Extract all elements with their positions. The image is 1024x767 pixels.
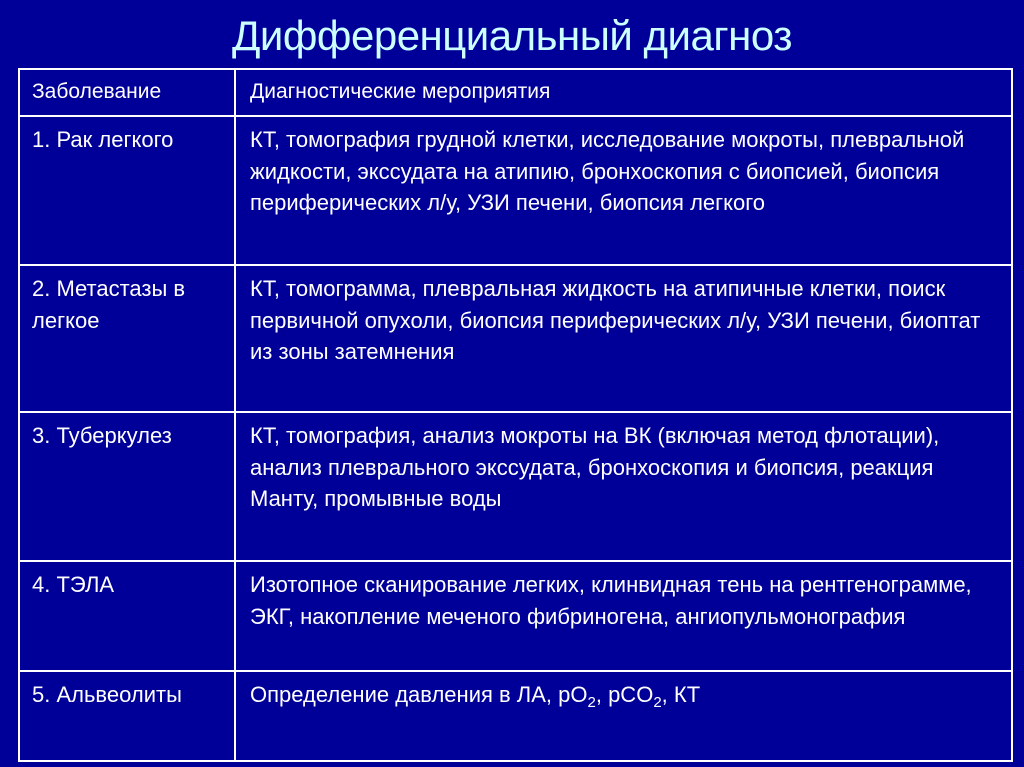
header-methods: Диагностические мероприятия bbox=[250, 80, 551, 103]
methods-cell bbox=[236, 672, 1011, 760]
methods-cell: КТ, томография грудной клетки, исследование мокроты, плевральной жидкости, экссудата на атипию, бронхоскопия с биопсией, биопсия периферических л/у, УЗИ печени, биопсия легкого bbox=[250, 127, 965, 215]
methods-cell: КТ, томограмма, плевральная жидкость на атипичные клетки, поиск первичной опухоли, биопсия периферических л/у, УЗИ печени, биоптат из зоны затемнения bbox=[250, 276, 981, 364]
disease-cell: 4. ТЭЛА bbox=[20, 562, 236, 670]
slide-title: Дифференциальный диагноз bbox=[231, 12, 793, 59]
header-disease: Заболевание bbox=[20, 70, 236, 115]
methods-text: , КТ bbox=[661, 682, 701, 707]
table-row bbox=[20, 672, 1011, 760]
table-row bbox=[20, 266, 1011, 413]
methods-text: Определение давления в ЛА, pO bbox=[250, 682, 588, 707]
disease-cell: 3. Туберкулез bbox=[20, 413, 236, 560]
table-row bbox=[20, 562, 1011, 672]
methods-cell: КТ, томография, анализ мокроты на ВК (включая метод флотации), анализ плеврального экссудата, бронхоскопия и биопсия, реакция Манту, промывные воды bbox=[250, 423, 940, 511]
table-row bbox=[20, 413, 1011, 562]
differential-diagnosis-table bbox=[18, 68, 1013, 762]
disease-cell: 2. Метастазы в легкое bbox=[20, 266, 236, 411]
disease-cell: 1. Рак легкого bbox=[20, 117, 236, 264]
table-row bbox=[20, 117, 1011, 266]
methods-cell: Изотопное сканирование легких, клинвидная тень на рентгенограмме, ЭКГ, накопление меченого фибриногена, ангиопульмонография bbox=[250, 572, 972, 629]
subscript: 2 bbox=[653, 694, 662, 711]
methods-text: , pCO bbox=[595, 682, 654, 707]
table-header-row bbox=[20, 70, 1011, 117]
subscript: 2 bbox=[587, 694, 596, 711]
disease-cell: 5. Альвеолиты bbox=[20, 672, 236, 760]
